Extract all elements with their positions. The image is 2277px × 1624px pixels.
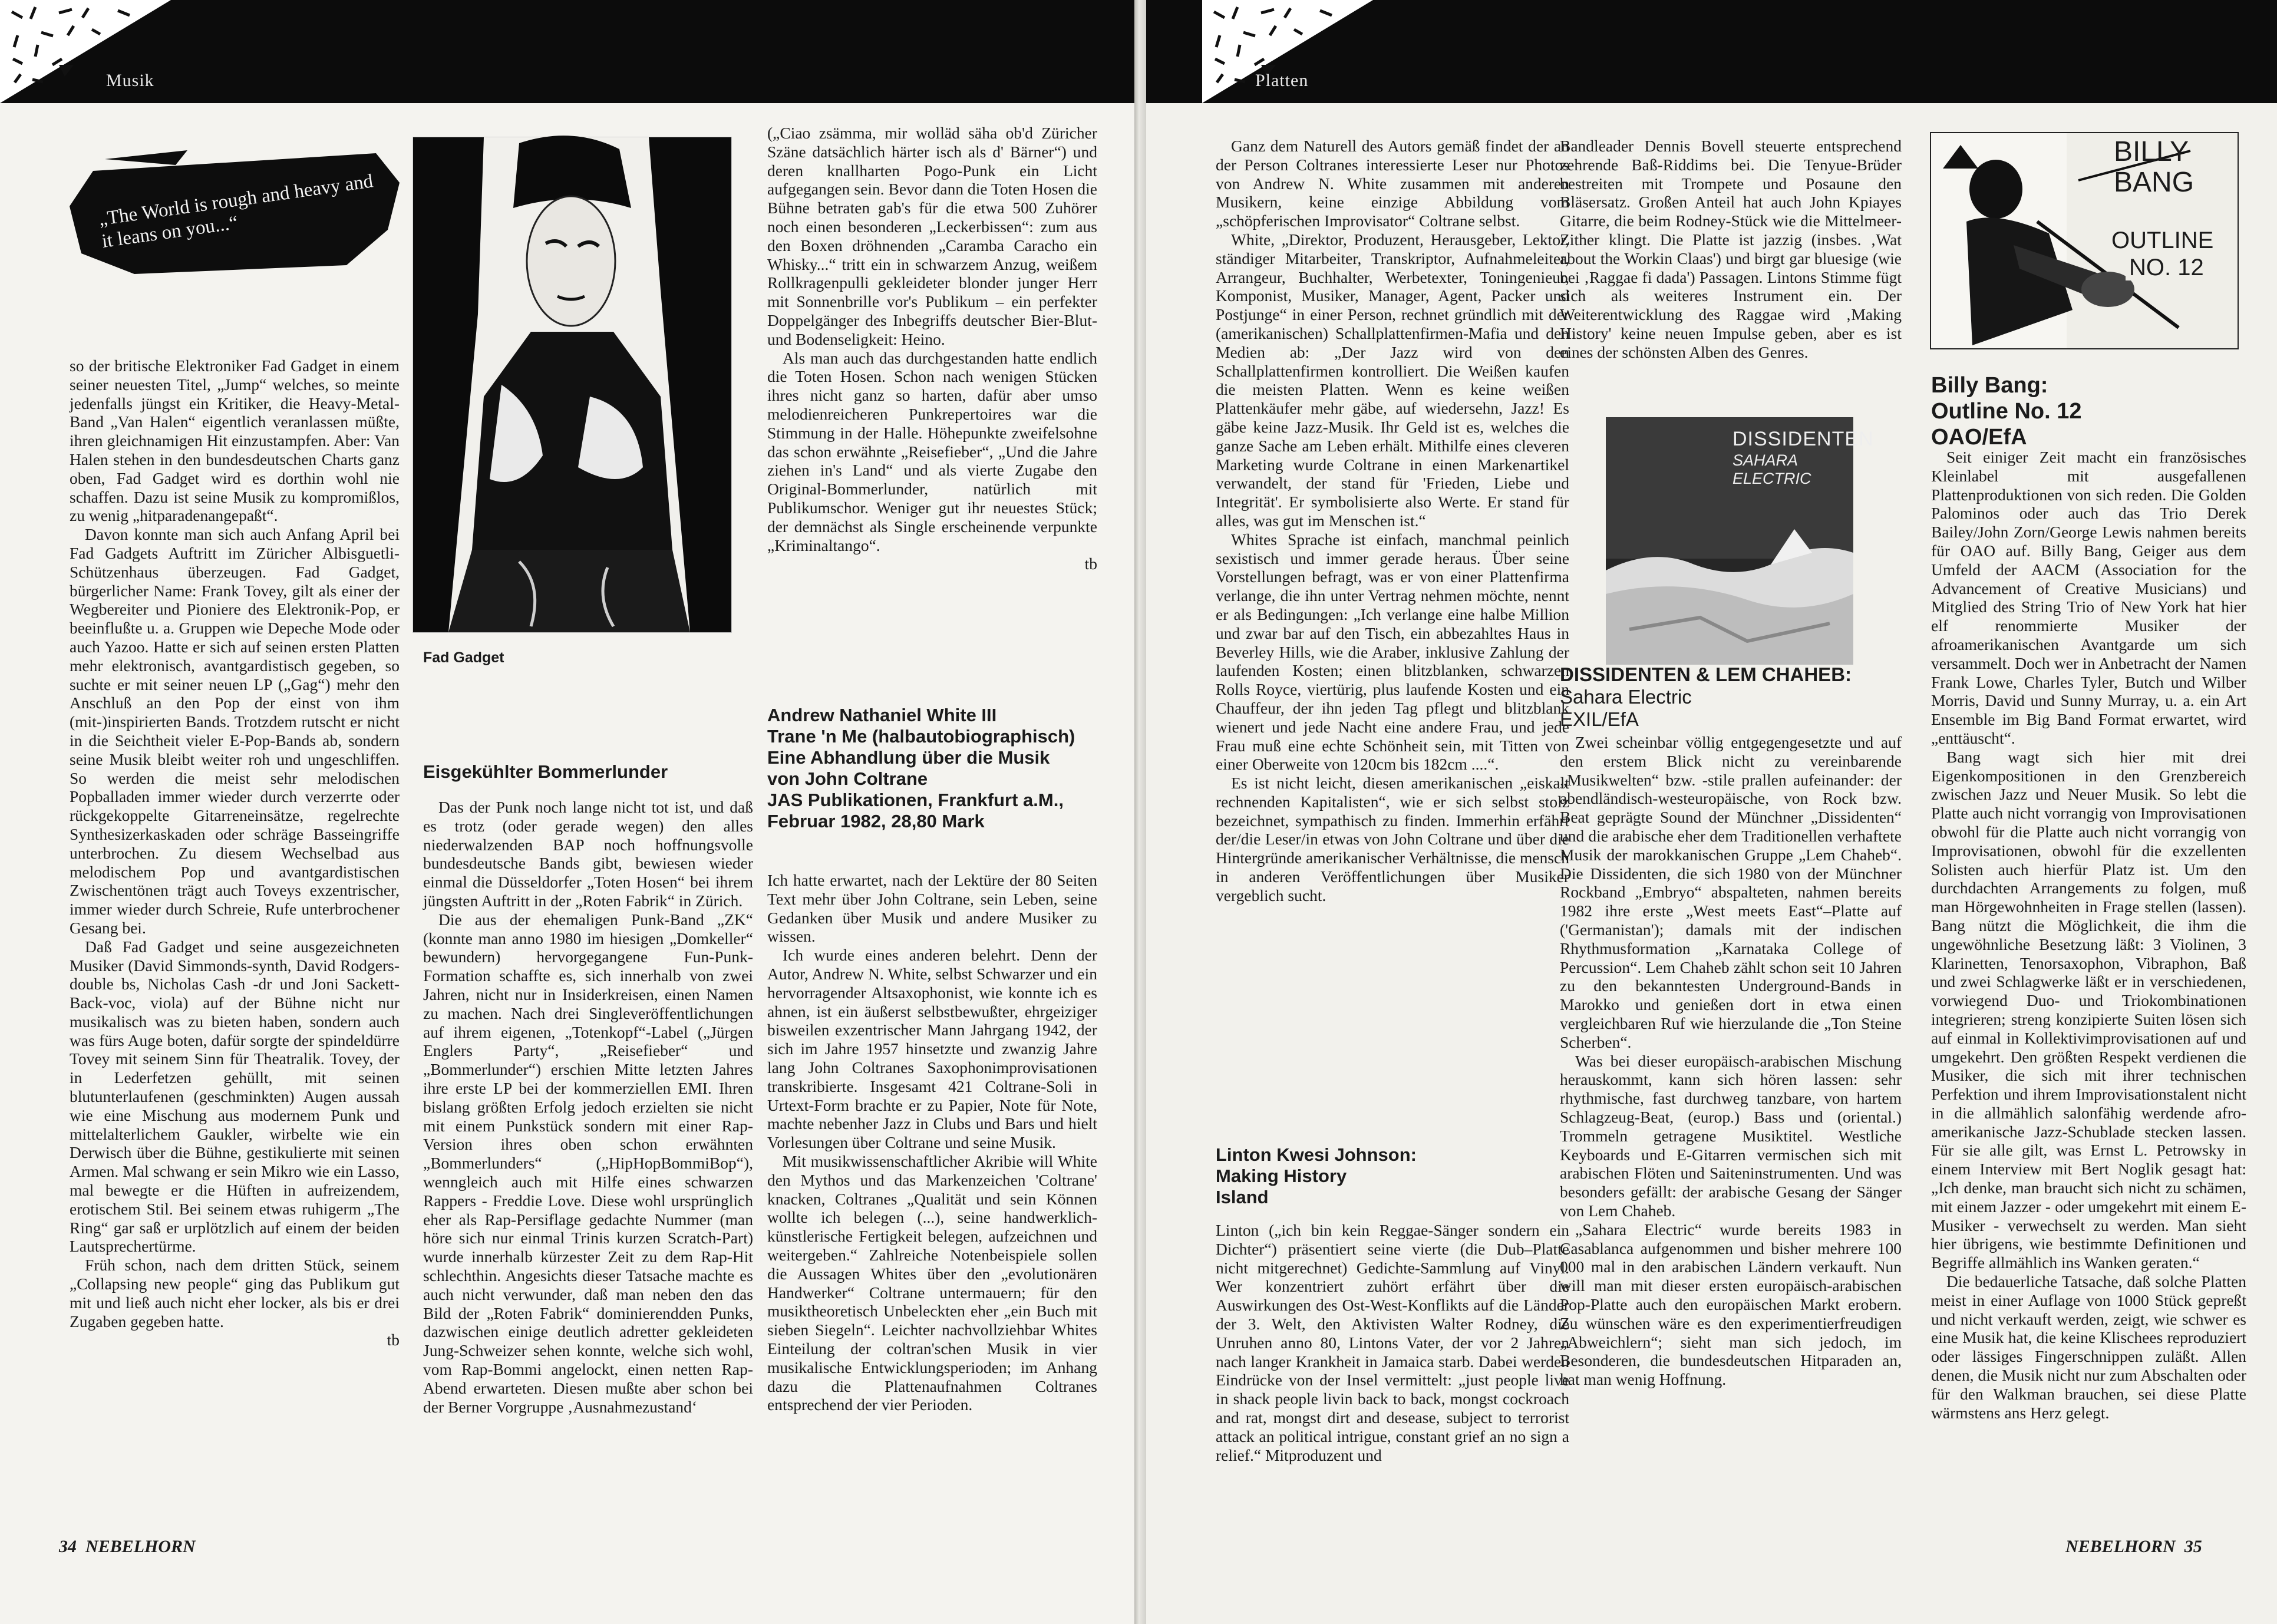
paragraph: Ich hatte erwartet, nach der Lektüre der 80 Seiten Text mehr über John Coltrane, sein Leben, seine Gedanken über Musik und andere Musiker zu wissen.	[767, 871, 1097, 946]
paragraph: so der britische Elektroniker Fad Gadget in einem seiner neuesten Titel, „Jump“ welches, so meinte jedenfalls jüngst ein Kritiker, die Heavy-Metal-Band „Van Halen“ eigentlich veranlassen müßte, ihren gleichnamigen Hit einzustampfen. Aber: Van Halen stehen in den bundesdeutschen Charts ganz oben, Fad Gadget wird es dorthin wohl nie schaffen. Dazu ist seine Musik zu kompromißlos, zu wenig „hitparadenangepaßt“.	[70, 357, 400, 525]
album-title: Sahara Electric	[1560, 686, 1692, 708]
page-number: 34	[59, 1537, 77, 1556]
artist-name: Linton Kwesi Johnson:	[1216, 1144, 1417, 1165]
quote-text: „The World is rough and heavy and it leans on you...“	[97, 170, 375, 253]
dissidenten-album-cover	[1606, 417, 1874, 665]
author-signoff: tb	[1084, 554, 1097, 573]
paragraph: Zwei scheinbar völlig entgegengesetzte und auf den erstem Blick nicht zu vereinbarende „Musikwelten“ bzw. -stile prallen aufeinander: der abendländisch-westeuropäische, von Rock bzw. Beat geprägte Sound der Münchner „Dissidenten“ und die arabische eher dem Traditionellen verhaftete Musik der marokkanischen Gruppe „Lem Chaheb“. Die Dissidenten, die sich 1980 von der Münchner Rockband „Embryo“ abspalteten, nahmen bereits 1982 ihre erste „West meets East“–Platte auf ('Germanistan'); damals mit der indischen Rhythmusformation „Karnataka College of Percussion“. Lem Chaheb zählt schon seit 10 Jahren zu den bekanntesten Underground-Bands in Marokko und genießen dort in etwa einen vergleichbaren Ruf wie hierzulande die „Ton Steine Scherben“.	[1560, 733, 1902, 1051]
paragraph: Seit einiger Zeit macht ein französisches Kleinlabel mit ausgefallenen Plattenproduktionen von sich reden. Die Golden Palominos oder auch das Trio Derek Bailey/John Zorn/George Lewis nahmen bereits für OAO auf. Billy Bang, Geiger aus dem Umfeld der AACM (Association for the Advancement of Creative Musicians) und Mitglied des String Trio of New York hat hier elf renommierte Musiker der afroamerikanischen Avantgarde um sich versammelt. Doch wer in Anbetracht der Namen Frank Lowe, Charles Tyler, Butch und Wilber Morris, David und Sunny Murray, u. a. ein Art Ensemble im Big Band Format erwartet, wird „enttäuscht“.	[1931, 448, 2246, 747]
paragraph: Whites Sprache ist einfach, manchmal peinlich sexistisch und immer gerade heraus. Über seine Vorstellungen befragt, was er von einer Plattenfirma verlange, die ihn unter Vertrag nehmen möchte, nennt er als Bedingungen: „Ich verlange eine halbe Million und zwar bar auf den Tisch, ein abbezahltes Haus in Beverley Hills, wie die Araber, inklusive Zahlung der laufenden Kosten; einen blitzblanken, schwarzen Rolls Royce, viertürig, plus laufende Kosten und ein Chauffeur, der ihn jeden Tag pflegt und blitzblank wienert und jede Nacht eine andere Frau, und jede Frau muß eine echte Schönheit sein, mit Titten von einer Oberweite von 120cm bis 182cm ....“.	[1216, 530, 1569, 774]
photo-caption: Fad Gadget	[423, 649, 504, 666]
lkj-review-heading	[1216, 1144, 1417, 1208]
dissidenten-review-heading	[1560, 664, 1852, 731]
book-publisher: JAS Publikationen, Frankfurt a.M.,	[767, 790, 1064, 810]
paragraph: Früh schon, nach dem dritten Stück, seinem „Collapsing new people“ ging das Publikum gut mit und ließ auch nicht eher locker, als bis er drei Zugaben gegeben hatte.	[70, 1256, 400, 1331]
billy-bang-album-cover	[1930, 132, 2239, 349]
column-1	[1216, 137, 1569, 905]
column-2-dissidenten-review	[1560, 733, 1902, 1389]
column-3-book-review	[767, 871, 1097, 1414]
section-label: Musik	[106, 71, 154, 90]
paragraph: Die bedauerliche Tatsache, daß solche Platten meist in einer Auflage von 1000 Stück gepreßt und nicht verkauft werden, zeigt, wie schwer es eine Musik hat, die keine Klischees reproduziert oder lässiges Fingerschnippen zuläßt. Allen denen, die Musik nicht nur zum Abschalten oder für den Walkman brauchen, sei diese Platte wärmstens ans Herz gelegt.	[1931, 1272, 2246, 1422]
book-review-heading	[767, 705, 1103, 832]
record-label: Island	[1216, 1187, 1269, 1207]
column-1-lkj-review	[1216, 1221, 1569, 1464]
right-page	[1146, 0, 2277, 1624]
left-page	[0, 0, 1134, 1624]
section-label: Platten	[1255, 71, 1309, 90]
magazine-name: NEBELHORN	[2065, 1537, 2176, 1556]
paragraph: Daß Fad Gadget und seine ausgezeichneten Musiker (David Simmonds-synth, David Rodgers-double bs, Nicholas Cash -dr und Joni Sackett-Back-voc, viola) auf der Bühne nicht nur musikalisch was zu bieten haben, sondern auch was fürs Auge boten, dafür sorgte der spindeldürre Tovey mit seinem Sinn für Theatralik. Tovey, der in Lederfetzen gehüllt, mit seinen blutunterlaufenen (geschminkten) Augen aussah wie eine Mischung aus modernem Punk und mittelalterlichem Gaukler, wirbelte wie ein Derwisch über die Bühne, gestikulierte mit seinen Armen. Mal schwang er sein Mikro wie ein Lasso, mal bewegte er die Hüften in aufreizendem, erotischem Stil. Bei seinem etwas ruhigerm „The Ring“ gar saß er urplötzlich auf einem der beiden Lautsprechertürme.	[70, 937, 400, 1256]
book-title: Trane 'n Me (halbautobiographisch)	[767, 726, 1075, 747]
cover-album-title: SAHARA ELECTRIC	[1732, 451, 1811, 487]
fad-gadget-photo	[412, 137, 732, 633]
paragraph: „Sahara Electric“ wurde bereits 1983 in Casablanca aufgenommen und bisher mehrere 100 000 mal in den arabischen Ländern verkauft. Nun will man mit dieser ersten europäisch-arabischen Pop-Platte auch den europäischen Markt erobern. Zu wünschen wäre es den experimentierfreudigen „Abweichlern“; sieht man sich jedoch, im Besonderen, die bundesdeutschen Hitparaden an, hat man wenig Hoffnung.	[1560, 1220, 1902, 1389]
paragraph: Als man auch das durchgestanden hatte endlich die Toten Hosen. Schon nach wenigen Stücken ihres nicht ganz so harten, dafür aber umso melodienreicheren Punkrepertoires war die Stimmung in der Halle. Höhepunkte zweifelsohne das schon erwähnte „Reisefieber“, „Und die Jahre ziehen in's Land“ und als vierte Zugabe den Original-Bommerlunder, natürlich mit Publikumschor. Weniger gut ihr neuestes Stück; der demnächst als Single erscheinende verpunkte „Kriminaltango“.	[767, 348, 1097, 554]
artist-name: DISSIDENTEN & LEM CHAHEB:	[1560, 664, 1852, 685]
paragraph: Davon konnte man sich auch Anfang April bei Fad Gadgets Auftritt im Züricher Albisguetli-Schützenhaus überzeugen. Fad Gadget, bürgerlicher Name: Frank Tovey, gilt als einer der Wegbereiter und Pioniere des Elektronik-Pop, er beeinflußte u. a. Gruppen wie Depeche Mode oder auch Yazoo. Hatte er sich auf seinen ersten Platten mehr elektronisch, avantgardistisch gegeben, so suchte er mit seiner neuen LP („Gag“) mehr den Anschluß an den Pop der einst von ihm (mit-)inspirierten Bands. Trotzdem rutscht er nicht in die Seichtheit vieler E-Pop-Bands ab, sondern seine Musik bleibt weiter roh und ungeschliffen. So werden die meist sehr melodischen Popballaden immer wieder durch verzerrte oder rückgekoppelte Gitarreneinsätze, regelrechte Synthesizerkaskaden oder schräge Basseingriffe unterbrochen. Zu diesem Wechselbad aus melodischem Pop und avantgardistischen Zwischentönen trägt auch Toveys exzentrischer, immer wieder durch Schreie, Rufe unterbrochener Gesang bei.	[70, 525, 400, 937]
magazine-name: NEBELHORN	[85, 1537, 196, 1556]
paragraph: Bandleader Dennis Bovell steuerte entsprechend zehrende Baß-Riddims bei. Die Tenyue-Brüder bestreiten mit Trompete und Posaune den Bläsersatz. Großen Anteil hat auch John Kpiayes Gitarre, die beim Rodney-Stück wie die Mittelmeer-Zither klingt. Die Platte ist jazzig (insbes. ‚Wat about the Workin Claas') und birgt gar bluesige (wie bei ‚Raggae fi dada') Passagen. Lintons Stimme fügt sich als weiteres Instrument ein. Der Weiterentwicklung des Raggae wird ‚Making History' keine neuen Impulse geben, aber es ist eines der schönsten Alben des Genres.	[1560, 137, 1902, 361]
record-label: EXIL/EfA	[1560, 708, 1639, 730]
paragraph: („Ciao zsämma, mir wolläd säha ob'd Züricher Szäne datsächlich härter isch als d' Bärner“) und deren knallharten Pogo-Punk ein Licht aufgegangen sein. Bevor dann die Toten Hosen die Bühne betraten gab's für die etwa 500 Zuhörer noch einen besonderen „Leckerbissen“: zum aus den Boxen dröhnenden „Caramba Caracho ein Whisky...“ tritt ein in schwarzem Anzug, weißem Rollkragenpulli gekleideter blonder junger Herr mit Sonnenbrille vor's Publikum – ein perfekter Doppelgänger des Inbegriffs deutscher Bier-Blut- und Bodenseligkeit: Heino.	[767, 124, 1097, 348]
album-title: Outline No. 12	[1931, 399, 2082, 424]
book-author: Andrew Nathaniel White III	[767, 705, 997, 725]
cover-artist-line2: BANG	[2114, 167, 2194, 198]
artist-name: Billy Bang:	[1931, 373, 2048, 398]
album-title: Making History	[1216, 1166, 1347, 1186]
record-label: OAO/EfA	[1931, 425, 2027, 450]
column-2	[1560, 137, 1902, 362]
fad-gadget-illustration	[413, 137, 731, 632]
article-headline: Eisgekühlter Bommerlunder	[423, 761, 668, 782]
page-number: 35	[2184, 1537, 2202, 1556]
column-3	[767, 124, 1097, 573]
paragraph: Ich wurde eines anderen belehrt. Denn der Autor, Andrew N. White, selbst Schwarzer und ein hervorragender Altsaxophonist, wie konnte ich es ahnen, ist ein äußerst selbstbewußter, ehrgeiziger bisweilen exzentrischer Mann Jahrgang 1942, der sich im Jahre 1957 hinsetzte und zwanzig Jahre lang John Coltranes Saxophonimprovisationen transkribierte. Insgesamt 421 Coltrane-Soli in Urtext-Form brachte er zu Papier, Note für Note, machte nebenher Jazz in Clubs und Bars und hielt Vorlesungen über Coltrane und seine Musik.	[767, 946, 1097, 1152]
cover-title-line1: OUTLINE	[2108, 227, 2217, 253]
book-date-price: Februar 1982, 28,80 Mark	[767, 811, 985, 831]
column-2	[423, 761, 753, 1416]
cover-title-line2: NO. 12	[2126, 255, 2207, 280]
paragraph: Was bei dieser europäisch-arabischen Mischung herauskommt, kann sich hören lassen: sehr rhythmische, fast durchweg tanzbare, von hartem Schlagzeug-Beat, (europ.) Bass und (oriental.) Trommeln getragene Musiktitel. Westliche Keyboards und E-Gitarren vermischen sich mit arabischen Flöten und Saiteninstrumenten. Und was besonders gefällt: der arabische Gesang der Sänger von Lem Chaheb.	[1560, 1051, 1902, 1220]
book-subtitle: Eine Abhandlung über die Musik	[767, 747, 1050, 768]
paragraph: Mit musikwissenschaftlicher Akribie will White den Mythos und das Markenzeichen 'Coltrane' knacken, Coltranes „Qualität und sein Können wollte ich belegen (...), seine handwerklich-künstlerische Fertigkeit belegen, aufzeichnen und weitergeben.“ Zahlreiche Notenbeispiele sollen die Aussagen Whites über den „evolutionären Handwerker“ Coltrane untermauern; für den musiktheoretisch Unbeleckten eher „ein Buch mit sieben Siegeln“. Leichter nachvollziehbar Whites Einteilung der coltran'schen Musik in vier musikalische Entwicklungsperioden; im Anhang dazu die Plattenaufnahmen Coltranes entsprechend der vier Perioden.	[767, 1151, 1097, 1414]
paragraph: White, „Direktor, Produzent, Herausgeber, Lektor, ständiger Mitarbeiter, Transkriptor, Aufnahmeleiter, Arrangeur, Buchhalter, Werbetexter, Toningenieur, Komponist, Musiker, Manager, Agent, Packer und Postjunge“ in einer Person, rechnet gründlich mit der (amerikanischen) Schallplattenfirmen-Mafia und den Medien ab: „Der Jazz wird von den Schallplattenfirmen kontrolliert. Die Weißen kaufen die meisten Platten. Wenn es keine weißen Plattenkäufer mehr gäbe, auf wiedersehn, Jazz! Es gäbe keine Jazz-Musik. Ihr Geld ist es, welches die ganze Sache am Leben erhält. Mithilfe eines cleveren Marketing wurde Coltrane in einen Markenartikel verwandelt, der stand für 'Frieden, Liebe und Integrität'. Er symbolisierte also Werte. Er stand für alles, was gut im Menschen ist.“	[1216, 230, 1569, 530]
paragraph: Das der Punk noch lange nicht tot ist, und daß es trotz (oder gerade wegen) den alles niederwalzenden BAP noch hoffnungsvolle bundesdeutsche Bands gibt, bewiesen wieder einmal die Düsseldorfer „Toten Hosen“ bei ihrem jüngsten Auftritt in der „Roten Fabrik“ in Zürich.	[423, 798, 753, 910]
paragraph: Bang wagt sich hier mit drei Eigenkompositionen in den Grenzbereich zwischen Jazz und Neuer Musik. So lebt die Platte auch nicht vorrangig von Improvisationen obwohl für die Platte auch nicht vorrangig von Improvisationen, obwohl für die exzellenten Solisten auch hierfür Platz ist. Um den durchdachten Arrangements zu folgen, muß man Hörgewohnheiten in Frage stellen (lassen). Bang nützt die Möglichkeit, die ihm die ungewöhnliche Besetzung läßt: 3 Violinen, 3 Klarinetten, Tenorsaxophon, Vibraphon, Baß und zwei Schlagwerke läßt er in verschiedenen, vorwiegend Duo- und Triokombinationen integrieren; streng konzipierte Suiten lösen sich auf einmal in Kollektivimprovisationen auf und umgekehrt. Den größten Respekt verdienen die Musiker, die sich mit ihrer technischen Perfektion und ihrem Improvisationstalent nicht in die allmählich salonfähig werdende afro-amerikanische Jazz-Schublade stecken lassen. Für sie alle gilt, was Ernst L. Petrowsky in einem Interview mit Bert Noglik gesagt hat: „Ich denke, man braucht sich nicht zu schämen, mit einem Jazzer - oder umgekehrt mit einem E-Musiker - verwechselt zu werden. Man sieht hier übrigens, wie bestimmte Definitionen und Begriffe allmählich ins Wanken geraten.“	[1931, 747, 2246, 1272]
paragraph: Ganz dem Naturell des Autors gemäß findet der an der Person Coltranes interessierte Leser nur Photos von Andrew N. White zusammen mit anderen Musikern, keine einzige Abbildung vom „schöpferischen Improvisator“ Coltrane selbst.	[1216, 137, 1569, 230]
cover-artist-line1: BILLY	[2114, 136, 2189, 167]
quote-banner	[70, 147, 400, 277]
paragraph: Die aus der ehemaligen Punk-Band „ZK“ (konnte man anno 1980 im hiesigen „Domkeller“ bewundern) hervorgegangene Fun-Punk-Formation schaffte es, sich innerhalb von zwei Jahren, nicht nur in Insiderkreisen, einen Namen zu machen. Nach drei Singleveröffentlichungen auf ihrem eigenen, „Totenkopf“-Label („Jürgen Englers Party“, „Reisefieber“ und „Bommerlunder“) erschien Mitte letzten Jahres ihre erste LP bei der kommerziellen EMI. Ihren bislang größten Erfolg jedoch erzielten sie nicht mit einem Punkstück sondern mit einer Rap-Version ihres oben schon erwähnten „Bommerlunders“ („HipHopBommiBop“), wenngleich auch mit Hilfe eines schwarzen Rappers - Freddie Love. Diese wohl ursprünglich eher als Rap-Persiflage gedachte Nummer (man höre sich nur einmal Trinis kurzen Scratch-Part) wurde innerhalb kürzester Zeit zu dem Rap-Hit schlechthin. Angesichts dieser Tatsache machte es auch nicht verwunder, daß man neben den das Bild der „Roten Fabrik“ dominierendden Punks, dazwischen einige deutlich adretter gekleideten Jung-Schweizer sehen konnte, welche sich wohl, vom Rap-Bommi angelockt, einen netten Rap-Abend erwarteten. Diesen mußte aber schon bei der Berner Vorgruppe ‚Ausnahmezustand‘	[423, 910, 753, 1416]
billy-bang-review-heading	[1931, 372, 2081, 450]
author-signoff: tb	[387, 1331, 400, 1349]
column-3-billy-bang-review	[1931, 448, 2246, 1422]
page-gutter	[1134, 0, 1146, 1624]
page-folio-right	[2065, 1537, 2202, 1557]
cover-band-name: DISSIDENTEN	[1732, 428, 1874, 450]
paragraph: Es ist nicht leicht, diesen amerikanischen „eiskalt rechnenden Kapitalisten“, wie er sich selbst stolz bezeichnet, sympathisch zu finden. Immerhin erfährt der/die Leser/in etwas von John Coltrane und über die Hintergründe amerikanischer Verhältnisse, die mensch in anderen Veröffentlichungen über Musiker vergeblich sucht.	[1216, 774, 1569, 905]
page-folio-left	[59, 1537, 196, 1557]
paragraph: Linton („ich bin kein Reggae-Sänger sondern ein Dichter“) präsentiert seine vierte (die Dub–Platte nicht mitgerechnet) Gedichte-Sammlung auf Vinyl. Wer konzentriert zuhört erfährt über die Auswirkungen des Ost-West-Konflikts auf die Länder der 3. Welt, den Aktivisten Walter Rodney, die Unruhen anno 80, Lintons Vater, der vor 2 Jahren nach langer Krankheit in Jamaica starb. Dabei werden Eindrücke von der Insel vermittelt: „just people live in shack people livin back to back, mongst cockroach and rat, mongst dirt and desease, subject to terrorist attack an political intrigue, constant grief an no sign a relief.“ Mitproduzent und	[1216, 1221, 1569, 1464]
book-subtitle: von John Coltrane	[767, 768, 928, 789]
column-1	[70, 357, 400, 1349]
